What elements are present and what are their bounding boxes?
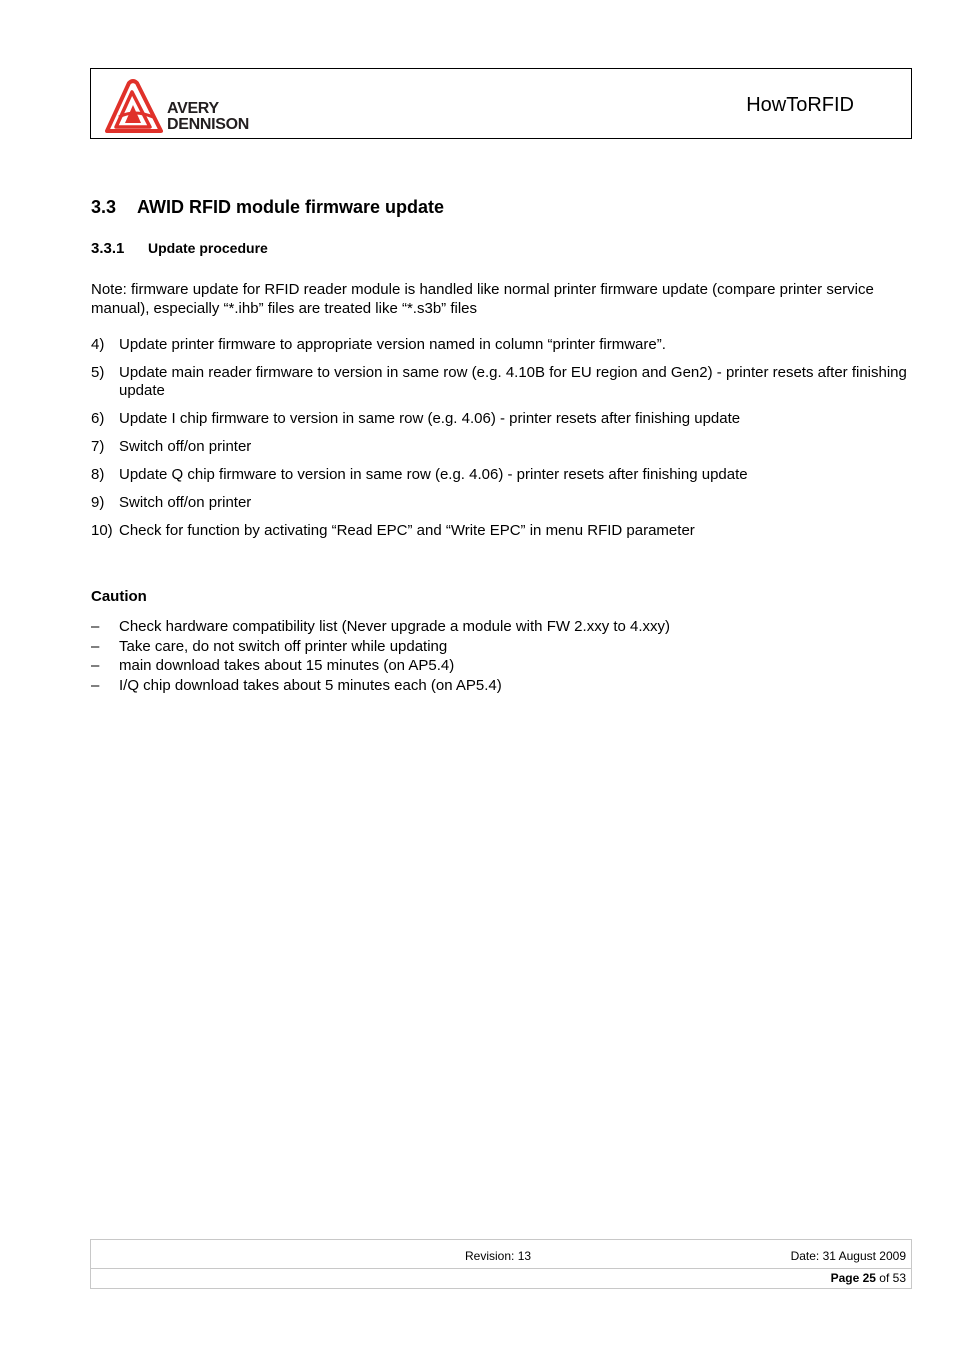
page-header [90, 68, 912, 139]
step-number: 4) [91, 336, 105, 353]
page-total: of 53 [879, 1271, 906, 1285]
step-text: Switch off/on printer [119, 438, 252, 455]
logo-text-dennison: DENNISON [167, 116, 250, 133]
caution-text: Check hardware compatibility list (Never upgrade a module with FW 2.xxy to 4.xxy) [119, 618, 671, 635]
avery-dennison-logo-icon [105, 79, 163, 135]
step-number: 5) [91, 364, 105, 381]
list-item [91, 336, 911, 354]
step-number: 7) [91, 438, 105, 455]
revision-label: Revision: 13 [465, 1249, 532, 1263]
list-item [91, 637, 670, 657]
list-item [91, 617, 670, 637]
list-item [91, 410, 911, 428]
list-item [91, 364, 911, 400]
dash-bullet: – [91, 637, 100, 655]
dash-bullet: – [91, 618, 100, 635]
subsection-number: 3.3.1 [91, 240, 125, 257]
caution-heading: Caution [91, 588, 147, 605]
list-item [91, 522, 911, 540]
note-paragraph: Note: firmware update for RFID reader module is handled like normal printer firmware update (compare printer service manual), especially “*.ihb” files are treated like “*.s3b” files [91, 281, 874, 317]
caution-text: Take care, do not switch off printer while updating [119, 637, 448, 655]
page-label: Page [830, 1271, 860, 1285]
logo-text-avery: AVERY [167, 100, 219, 117]
step-text: Update Q chip firmware to version in same row (e.g. 4.06) - printer resets after finishing update [119, 466, 748, 483]
document-title: HowToRFID [746, 94, 854, 116]
step-number: 6) [91, 410, 105, 427]
section-heading [91, 196, 444, 218]
step-text: Update I chip firmware to version in same row (e.g. 4.06) - printer resets after finishing update [119, 410, 741, 427]
list-item [91, 438, 911, 456]
step-text: Switch off/on printer [119, 494, 252, 511]
step-number: 10) [91, 522, 113, 539]
list-item [91, 656, 670, 676]
step-number: 8) [91, 466, 105, 483]
page-current: 25 [862, 1271, 876, 1285]
caution-text: main download takes about 15 minutes (on AP5.4) [119, 657, 455, 674]
subsection-heading [91, 238, 268, 259]
list-item [91, 466, 911, 484]
dash-bullet: – [91, 676, 100, 694]
step-text: Update main reader firmware to version in same row (e.g. 4.10B for EU region and Gen2) - printer resets after finishing update [119, 364, 907, 399]
section-number: 3.3 [91, 197, 117, 217]
procedure-steps [91, 336, 911, 550]
dash-bullet: – [91, 657, 100, 674]
footer-row [91, 1240, 911, 1269]
list-item [91, 494, 911, 512]
logo-text [167, 101, 249, 133]
page-footer [90, 1239, 912, 1289]
page-number [831, 1271, 906, 1285]
list-item [91, 676, 670, 696]
date-label: Date: 31 August 2009 [790, 1249, 906, 1263]
subsection-title: Update procedure [148, 240, 268, 256]
section-title: AWID RFID module firmware update [137, 197, 445, 217]
caution-list [91, 617, 670, 695]
step-text: Check for function by activating “Read EPC” and “Write EPC” in menu RFID parameter [119, 522, 695, 539]
avery-dennison-logo [105, 79, 285, 135]
step-text: Update printer firmware to appropriate version named in column “printer firmware”. [119, 336, 666, 353]
caution-text: I/Q chip download takes about 5 minutes each (on AP5.4) [119, 676, 502, 694]
step-number: 9) [91, 494, 105, 511]
